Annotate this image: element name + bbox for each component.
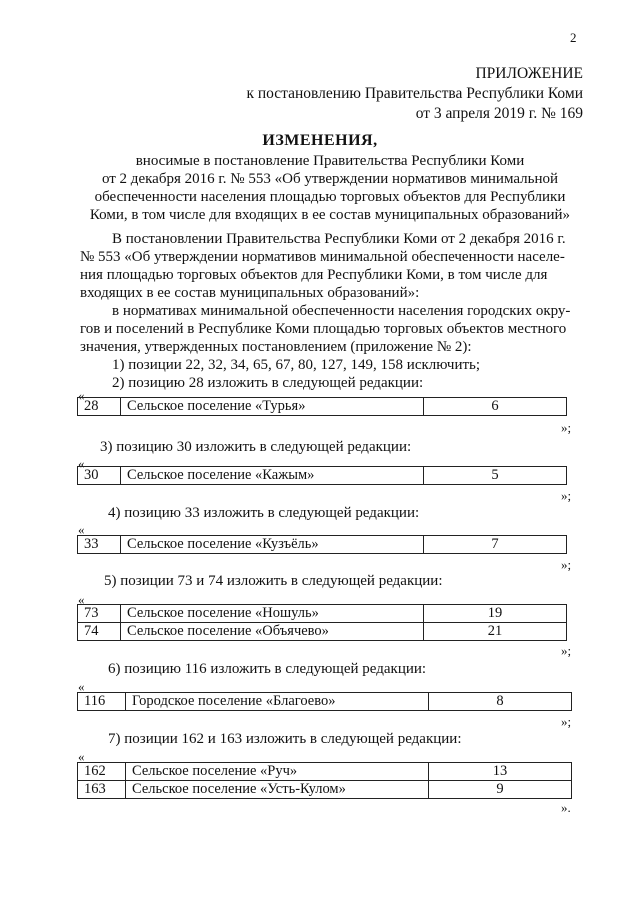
row-number: 73 (78, 605, 121, 623)
close-quote: »; (561, 643, 572, 658)
intro-line: В постановлении Правительства Республики Коми от 2 декабря 2016 г. (112, 231, 566, 247)
appendix-resolution: к постановлению Правительства Республики Коми (246, 85, 583, 102)
row-name: Сельское поселение «Руч» (126, 763, 429, 781)
subtitle-line: вносимые в постановление Правительства Республики Коми (135, 153, 525, 169)
table-row (78, 467, 567, 485)
subtitle-line: обеспеченности населения площадью торговых объектов для Республики (94, 189, 566, 205)
row-name: Сельское поселение «Усть-Кулом» (126, 781, 429, 799)
table-row (78, 781, 572, 799)
table-positions-73-74 (77, 604, 567, 641)
close-quote: »; (561, 714, 572, 729)
appendix-header (246, 64, 583, 124)
intro-paragraph (80, 230, 576, 356)
open-quote: « (78, 749, 85, 764)
table-row (78, 763, 572, 781)
open-quote: « (78, 522, 85, 537)
open-quote: « (78, 592, 85, 607)
item-1: 1) позиции 22, 32, 34, 65, 67, 80, 127, 149, 158 исключить; (112, 357, 481, 373)
table-row (78, 623, 567, 641)
subtitle-line: от 2 декабря 2016 г. № 553 «Об утверждении нормативов минимальной (101, 171, 559, 187)
close-quote: »; (561, 488, 572, 503)
row-number: 162 (78, 763, 126, 781)
table-position-28 (77, 397, 567, 416)
table-position-33 (77, 535, 567, 554)
row-name: Городское поселение «Благоево» (126, 693, 429, 711)
table-positions-162-163 (77, 762, 572, 799)
item-4: 4) позицию 33 изложить в следующей редакции: (108, 505, 420, 521)
row-number: 74 (78, 623, 121, 641)
row-value: 19 (424, 605, 567, 623)
close-quote: »; (561, 420, 572, 435)
table-row (78, 693, 572, 711)
intro-line: ния площадью торговых объектов для Республики Коми, в том числе для (80, 267, 548, 283)
item-6: 6) позицию 116 изложить в следующей редакции: (108, 661, 427, 677)
open-quote: « (78, 456, 85, 471)
row-number: 163 (78, 781, 126, 799)
appendix-date: от 3 апреля 2019 г. № 169 (415, 105, 583, 122)
row-value: 9 (429, 781, 572, 799)
table-row (78, 398, 567, 416)
page-number: 2 (570, 30, 577, 45)
row-name: Сельское поселение «Кузъёль» (121, 536, 424, 554)
row-value: 13 (429, 763, 572, 781)
table-position-30 (77, 466, 567, 485)
intro-line: в нормативах минимальной обеспеченности населения городских окру- (112, 303, 571, 319)
row-value: 7 (424, 536, 567, 554)
row-value: 5 (424, 467, 567, 485)
row-name: Сельское поселение «Объячево» (121, 623, 424, 641)
row-number: 28 (78, 398, 121, 416)
intro-line: значения, утвержденных постановлением (приложение № 2): (80, 339, 472, 355)
appendix-label: ПРИЛОЖЕНИЕ (475, 65, 583, 82)
document-subtitle (70, 152, 590, 224)
intro-line: № 553 «Об утверждении нормативов минимальной обеспеченности населе- (80, 249, 565, 265)
row-value: 6 (424, 398, 567, 416)
table-row (78, 605, 567, 623)
item-7: 7) позиции 162 и 163 изложить в следующей редакции: (108, 731, 462, 747)
close-quote: ». (561, 800, 571, 815)
row-name: Сельское поселение «Ношуль» (121, 605, 424, 623)
row-value: 8 (429, 693, 572, 711)
open-quote: « (78, 679, 85, 694)
item-2: 2) позицию 28 изложить в следующей редакции: (112, 375, 424, 391)
document-title: ИЗМЕНЕНИЯ, (262, 132, 378, 149)
table-row (78, 536, 567, 554)
row-name: Сельское поселение «Кажым» (121, 467, 424, 485)
row-value: 21 (424, 623, 567, 641)
intro-line: входящих в ее состав муниципальных образований»: (80, 285, 420, 301)
item-5: 5) позиции 73 и 74 изложить в следующей редакции: (104, 573, 443, 589)
subtitle-line: Коми, в том числе для входящих в ее состав муниципальных образований» (89, 207, 571, 223)
intro-line: гов и поселений в Республике Коми площадью торговых объектов местного (80, 321, 567, 337)
row-number: 33 (78, 536, 121, 554)
row-number: 116 (78, 693, 126, 711)
close-quote: »; (561, 557, 572, 572)
row-number: 30 (78, 467, 121, 485)
row-name: Сельское поселение «Турья» (121, 398, 424, 416)
table-position-116 (77, 692, 572, 711)
open-quote: « (78, 388, 85, 403)
item-3: 3) позицию 30 изложить в следующей редакции: (100, 439, 412, 455)
